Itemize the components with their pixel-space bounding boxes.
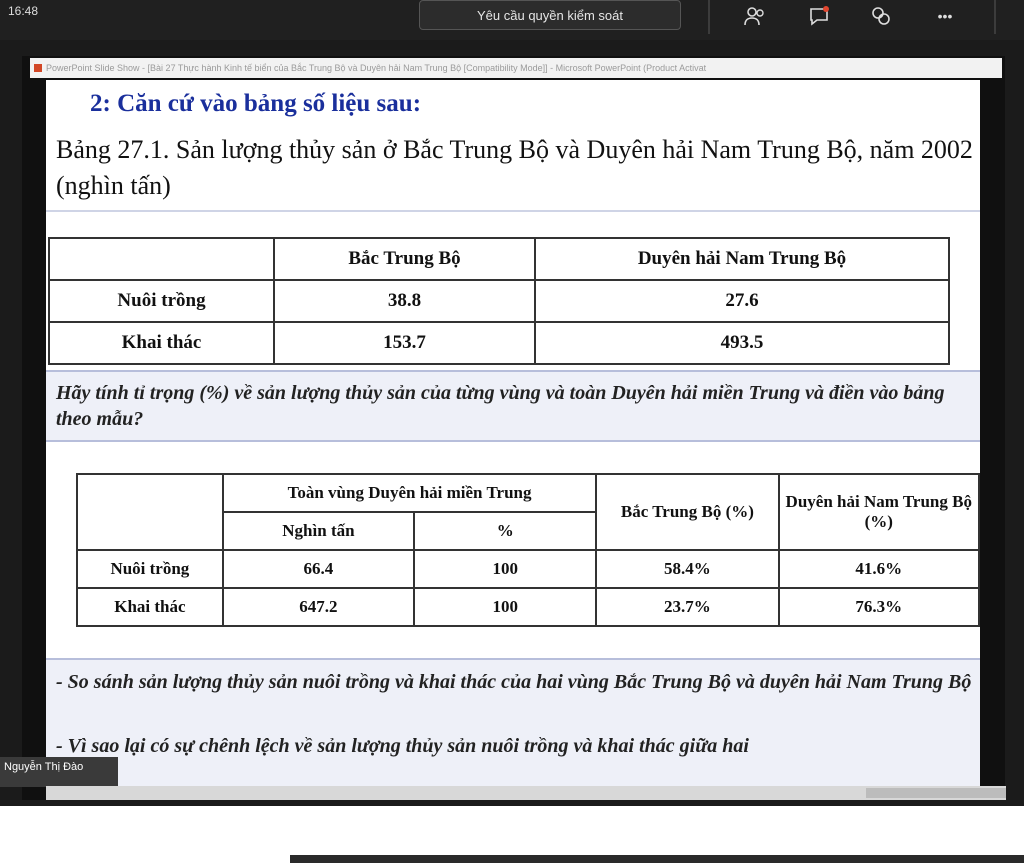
header-cell: Bắc Trung Bộ (%) xyxy=(596,474,778,550)
comparison-text: - So sánh sản lượng thủy sản nuôi trồng và khai thác của hai vùng Bắc Trung Bộ và duyên hải Nam Trung Bộ xyxy=(56,671,972,693)
comparison-box xyxy=(46,658,980,792)
proportion-table xyxy=(76,473,980,627)
table-cell: 100 xyxy=(414,550,596,588)
header-cell xyxy=(49,238,274,280)
row-label: Nuôi trồng xyxy=(49,280,274,322)
table-cell: 647.2 xyxy=(223,588,414,626)
reactions-icon[interactable] xyxy=(866,2,896,30)
row-label: Khai thác xyxy=(49,322,274,364)
header-cell: Toàn vùng Duyên hải miền Trung xyxy=(223,474,597,512)
participant-name-tag: Nguyễn Thị Đào xyxy=(0,757,118,787)
view-controls[interactable] xyxy=(866,788,1006,798)
header-cell: Duyên hải Nam Trung Bộ (%) xyxy=(779,474,979,550)
toolbar-divider xyxy=(994,0,996,34)
table-cell: 38.8 xyxy=(274,280,535,322)
table-cell: 100 xyxy=(414,588,596,626)
meeting-toolbar xyxy=(0,0,1024,40)
table-cell: 153.7 xyxy=(274,322,535,364)
header-cell: % xyxy=(414,512,596,550)
header-cell: Duyên hải Nam Trung Bộ xyxy=(535,238,949,280)
table-cell: 27.6 xyxy=(535,280,949,322)
divider xyxy=(46,210,980,212)
table-header-row xyxy=(77,474,979,512)
clock: 16:48 xyxy=(8,4,39,18)
table-row xyxy=(49,322,949,364)
window-title: PowerPoint Slide Show - [Bài 27 Thực hành Kinh tế biển của Bắc Trung Bộ và Duyên hải Nam Trung Bộ [Compatibility Mode]] - Microsoft PowerPoint (Product Activat xyxy=(30,58,1002,78)
table-cell: 66.4 xyxy=(223,550,414,588)
toolbar-divider xyxy=(708,0,710,34)
row-label: Nuôi trồng xyxy=(77,550,223,588)
table-cell: 76.3% xyxy=(779,588,979,626)
request-control-button[interactable]: Yêu cầu quyền kiểm soát xyxy=(419,0,681,30)
table-header-row xyxy=(49,238,949,280)
more-icon[interactable]: ••• xyxy=(937,8,953,24)
bottom-divider xyxy=(290,855,1024,863)
table-row xyxy=(77,550,979,588)
table-row xyxy=(77,588,979,626)
participants-icon[interactable] xyxy=(740,2,770,30)
powerpoint-status-bar xyxy=(46,786,1006,800)
header-cell xyxy=(77,474,223,550)
header-cell: Bắc Trung Bộ xyxy=(274,238,535,280)
table-cell: 23.7% xyxy=(596,588,778,626)
table-cell: 493.5 xyxy=(535,322,949,364)
table-caption: Bảng 27.1. Sản lượng thủy sản ở Bắc Trung Bộ và Duyên hải Nam Trung Bộ, năm 2002 (nghìn tấn) xyxy=(56,135,973,200)
question-text: Hãy tính tỉ trọng (%) về sản lượng thủy sản của từng vùng và toàn Duyên hải miền Trung và điền vào bảng theo mẫu? xyxy=(56,382,945,430)
table-row xyxy=(49,280,949,322)
slide-heading: 2: Căn cứ vào bảng số liệu sau: xyxy=(90,90,422,117)
header-cell: Nghìn tấn xyxy=(223,512,414,550)
row-label: Khai thác xyxy=(77,588,223,626)
comparison-text: - Vì sao lại có sự chênh lệch về sản lượng thủy sản nuôi trồng và khai thác giữa hai xyxy=(56,735,749,757)
chat-icon[interactable] xyxy=(804,2,834,30)
slide xyxy=(46,80,980,792)
table-cell: 41.6% xyxy=(779,550,979,588)
production-table xyxy=(48,237,950,365)
question-box xyxy=(46,370,980,442)
table-cell: 58.4% xyxy=(596,550,778,588)
